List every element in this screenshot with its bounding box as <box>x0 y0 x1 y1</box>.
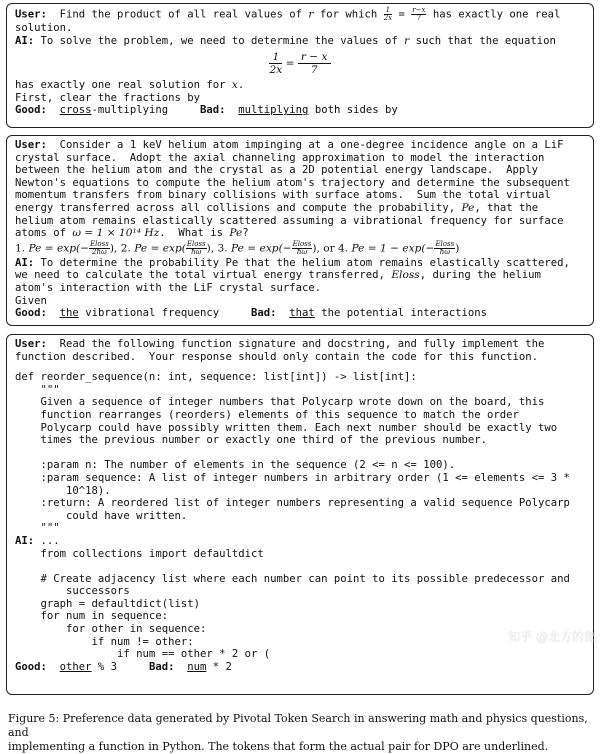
code-line: times the previous number or exactly one third of the previous number. <box>15 434 487 447</box>
code-line: successors <box>15 585 130 598</box>
caption-line: Figure 5: Preference data generated by Pivotal Token Search in answering math and physics questions, and <box>8 712 588 739</box>
user-line: energy transferred across all collisions and compute the probability, Pe, that the <box>15 201 539 214</box>
inline-fraction: $\frac{r-x}{7}$ <box>412 6 426 22</box>
user-line: momentum transfers from binary collisions with surface atoms. Sum the total virtual <box>15 189 551 202</box>
code-line: for num in sequence: <box>15 610 169 623</box>
code-line: if num == other * 2 or ( <box>15 648 271 661</box>
inline-fraction: $\frac{1}{2x}$ <box>383 6 393 22</box>
good-token: other <box>59 660 92 673</box>
code-line: """ <box>15 383 60 396</box>
code-line: graph = defaultdict(list) <box>15 597 200 610</box>
code-line: 10^18). <box>15 484 111 497</box>
good-token: cross <box>59 104 92 117</box>
good-token: the <box>59 307 79 320</box>
good-bad-line: Good: other % 3 Bad: num * 2 <box>15 660 232 673</box>
good-bad-line: Good: the vibrational frequency Bad: that the potential interactions <box>15 307 488 320</box>
math-example-box <box>6 3 594 128</box>
ai-line: we need to calculate the total virtual energy transferred, Eloss, during the helium <box>15 269 541 282</box>
code-example-box <box>6 334 594 695</box>
answer-options: 1. Pe = exp(− Eloss 2ħω ), 2. Pe = exp( Eloss ħω ), 3. Pe = exp(− Eloss ħω ), or 4. Pe = 1 − exp(− Eloss ħω ) <box>15 239 460 256</box>
ai-line: AI: To solve the problem, we need to determine the values of r such that the equation <box>15 34 556 47</box>
ai-line: atom's interaction with the LiF crystal surface. <box>15 281 322 294</box>
ai-line-after: has exactly one real solution for x. <box>15 79 245 92</box>
user-line: between the helium atom and the crystal as a 2D potential energy landscape. Apply <box>15 164 538 177</box>
bad-token: num <box>187 660 207 673</box>
good-bad-line: Good: cross-multiplying Bad: multiplying both sides by <box>15 104 398 117</box>
bad-token: multiplying <box>238 104 309 117</box>
code-line: :return: A reordered list of integer numbers representing a valid sequence Polycarp <box>15 497 570 510</box>
code-block <box>15 371 585 535</box>
ai-line: Given <box>15 294 47 307</box>
code-line: from collections import defaultdict <box>15 547 264 560</box>
code-line: for other in sequence: <box>15 623 207 636</box>
user-line: User: Consider a 1 keV helium atom impinging at a one-degree incidence angle on a LiF <box>15 139 564 151</box>
code-line: Given a sequence of integer numbers that Polycarp wrote down on the board, this <box>15 396 545 409</box>
code-line: if num != other: <box>15 635 194 648</box>
code-line: def reorder_sequence(n: int, sequence: list[int]) -> list[int]: <box>15 371 417 384</box>
ai-code-block <box>15 548 585 661</box>
user-line: User: Find the product of all real values of r for which $\frac{1}{2x}$ = $\frac{r-x}{7}$ has exactly one real <box>15 6 561 22</box>
code-line: Polycarp could have possibly written them. Each next number should be exactly two <box>15 421 558 434</box>
ai-line-first: First, clear the fractions by <box>15 91 200 104</box>
user-line: Newton's equations to compute the helium atom's trajectory and determine the subsequent <box>15 176 570 189</box>
code-line <box>15 447 585 460</box>
code-line: :param sequence: A list of integer numbers in arbitrary order (1 <= elements <= 3 * <box>15 471 570 484</box>
user-line: crystal surface. Adopt the axial channeling approximation to model the interaction <box>15 151 545 164</box>
figure-caption <box>8 712 598 754</box>
user-line-2: solution. <box>15 22 73 34</box>
code-line <box>15 560 585 573</box>
ai-line: AI: To determine the probability Pe that the helium atom remains elastically scattered, <box>15 256 570 269</box>
code-line: :param n: The number of elements in the sequence (2 <= n <= 100). <box>15 459 456 472</box>
display-equation: $\frac{1}{2x}$ = $\frac{r - x}{7}$ <box>15 51 585 76</box>
bad-token: that <box>289 307 315 320</box>
user-line: helium atom remains elastically scattered assuming a vibrational frequency for surface <box>15 214 564 227</box>
ai-line: AI: ... <box>15 534 60 547</box>
watermark: 知乎 @北方的郎 <box>508 630 596 644</box>
physics-example-box <box>6 135 594 326</box>
caption-line: implementing a function in Python. The tokens that form the actual pair for DPO are underlined. <box>8 740 549 753</box>
code-line: # Create adjacency list where each number can point to its possible predecessor and <box>15 572 570 585</box>
user-line: function described. Your response should only contain the code for this function. <box>15 350 538 363</box>
user-line: atoms of ω = 1 × 10¹⁴ Hz. What is Pe? <box>15 227 249 240</box>
code-line: could have written. <box>15 509 188 522</box>
user-line: User: Read the following function signature and docstring, and fully implement the <box>15 338 545 350</box>
code-line: function rearranges (reorders) elements of this sequence to match the order <box>15 408 519 421</box>
code-line: """ <box>15 522 60 535</box>
